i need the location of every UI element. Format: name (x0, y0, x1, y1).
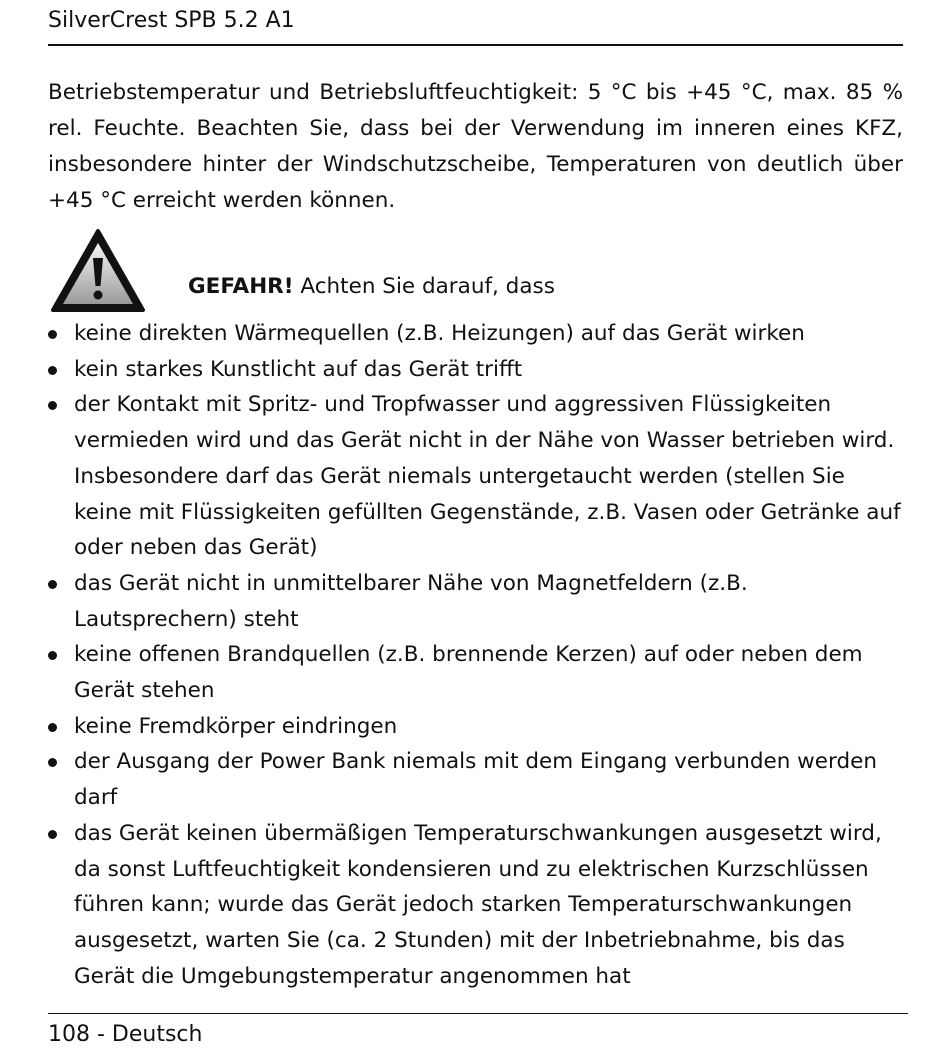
list-item: das Gerät nicht in unmittelbarer Nähe von Magnetfeldern (z.B. Lautsprechern) steht (48, 566, 908, 637)
operating-conditions-paragraph: Betriebstemperatur und Betriebsluftfeuchtigkeit: 5 °C bis +45 °C, max. 85 % rel. Feuchte. Beachten Sie, dass bei der Verwendung im inneren eines KFZ, insbesondere hinter der Windschutzscheibe, Temperaturen von deutlich über +45 °C erreicht werden können. (48, 80, 903, 213)
list-item: der Ausgang der Power Bank niemals mit dem Eingang verbunden werden darf (48, 744, 908, 815)
list-item: keine Fremdkörper eindringen (48, 709, 908, 745)
header-divider (48, 44, 903, 46)
safety-bullet-list (48, 316, 908, 994)
danger-warning (188, 271, 555, 303)
list-item: das Gerät keinen übermäßigen Temperaturschwankungen ausgesetzt wird, da sonst Luftfeuchtigkeit kondensieren und zu elektrischen Kurzschlüssen führen kann; wurde das Gerät jedoch starken Temperaturschwankungen ausgesetzt, warten Sie (ca. 2 Stunden) mit der Inbetriebnahme, bis das Gerät die Umgebungstemperatur angenommen hat (48, 816, 908, 995)
list-item: keine offenen Brandquellen (z.B. brennende Kerzen) auf oder neben dem Gerät stehen (48, 637, 908, 708)
footer-divider (48, 1013, 908, 1014)
list-item: keine direkten Wärmequellen (z.B. Heizungen) auf das Gerät wirken (48, 316, 908, 352)
danger-label: GEFAHR! (188, 274, 294, 299)
danger-intro-text: Achten Sie darauf, dass (300, 274, 555, 299)
page-header: SilverCrest SPB 5.2 A1 (48, 8, 295, 33)
page-number: 108 - Deutsch (48, 1022, 203, 1047)
warning-triangle-icon (50, 228, 146, 314)
list-item: kein starkes Kunstlicht auf das Gerät trifft (48, 352, 908, 388)
list-item: der Kontakt mit Spritz- und Tropfwasser und aggressiven Flüssigkeiten vermieden wird und das Gerät nicht in der Nähe von Wasser betrieben wird. Insbesondere darf das Gerät niemals untergetaucht werden (stellen Sie keine mit Flüssigkeiten gefüllten Gegenstände, z.B. Vasen oder Getränke auf oder neben das Gerät) (48, 387, 908, 566)
